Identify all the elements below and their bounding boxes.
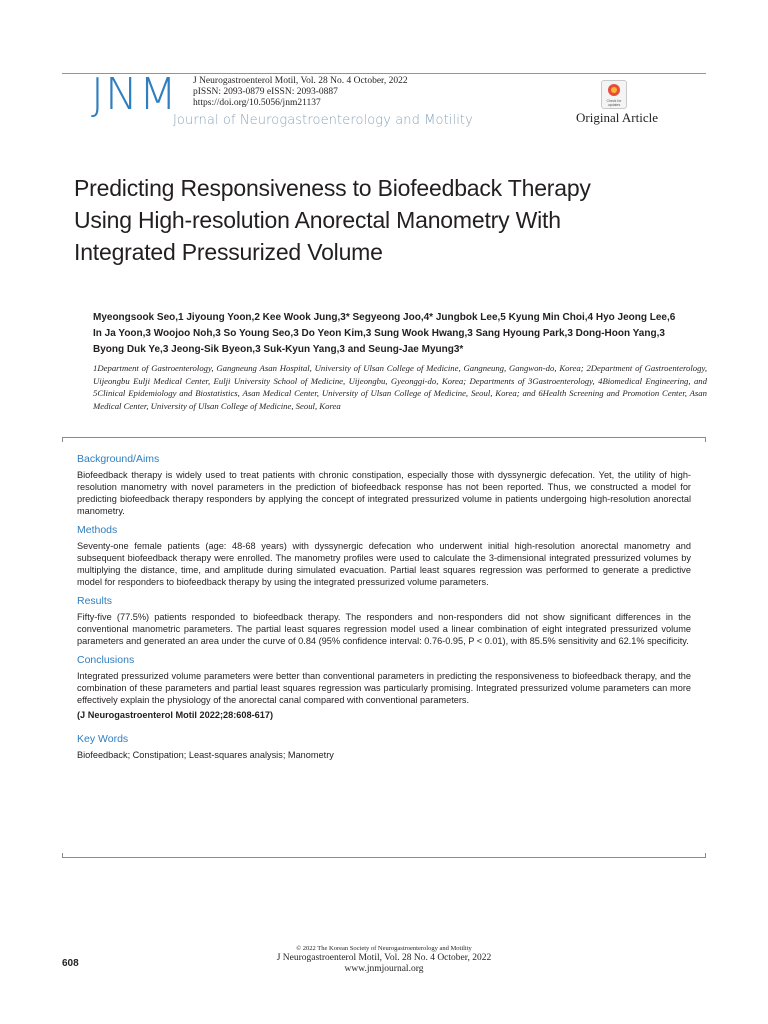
rule-tick	[62, 437, 63, 442]
methods-heading: Methods	[77, 524, 118, 536]
article-type: Original Article	[576, 110, 658, 125]
page-footer	[0, 944, 768, 975]
abstract-bottom-rule	[62, 857, 706, 858]
abstract	[77, 453, 691, 768]
author-line: Byong Duk Ye,3 Jeong-Sik Byeon,3 Suk-Kyun Yang,3 and Seung-Jae Myung3*	[93, 344, 464, 355]
keywords-text: Biofeedback; Constipation; Least-squares analysis; Manometry	[77, 750, 334, 760]
title-line: Predicting Responsiveness to Biofeedback Therapy	[74, 175, 591, 201]
journal-url[interactable]: www.jnmjournal.org	[344, 964, 424, 974]
abstract-top-rule	[62, 437, 706, 438]
footer-journal: J Neurogastroenterol Motil, Vol. 28 No. 4 October, 2022	[276, 953, 492, 963]
keywords-heading: Key Words	[77, 733, 129, 745]
check-for-updates-badge[interactable]	[601, 80, 627, 109]
journal-full-name: Journal of Neurogastroenterology and Motility	[173, 113, 473, 128]
conclusions-heading: Conclusions	[77, 654, 135, 666]
rule-tick	[705, 437, 706, 442]
citation: (J Neurogastroenterol Motil 2022;28:608-617)	[77, 710, 274, 720]
results-text: Fifty-five (77.5%) patients responded to biofeedback therapy. The responders and non-responders did not show significant differences in the conventional manometric parameters. The partial least squares regression model used a linear combination of eight integrated pressurized volume parameters and generated an area under the curve of 0.84 (95% confidence interval: 0.76-0.95, P < 0.01), with 85.5% sensitivity and 62.1% specificity.	[77, 612, 691, 646]
author-line: Myeongsook Seo,1 Jiyoung Yoon,2 Kee Wook Jung,3* Segyeong Joo,4* Jungbok Lee,5 Kyung Min Choi,4 Hyo Jeong Lee,6	[93, 312, 676, 323]
methods-text: Seventy-one female patients (age: 48-68 years) with dyssynergic defecation who underwent initial high-resolution anorectal manometry and subsequent biofeedback therapy were enrolled. The manometry profiles were used to calculate the 3-dimensional integrated pressurized volumes by multiplying the distance, time, and amplitude during simulated evacuation. Partial least squares regression was performed to generate a predictive model for responders to biofeedback therapy by using the integrated pressurized volume parameters.	[77, 541, 691, 587]
journal-logo: JNM	[91, 69, 178, 120]
journal-citation-line: J Neurogastroenterol Motil, Vol. 28 No. 4 October, 2022	[193, 76, 408, 86]
author-list	[93, 310, 693, 358]
rule-tick	[705, 853, 706, 858]
author-line: In Ja Yoon,3 Woojoo Noh,3 So Young Seo,3 Do Yeon Kim,3 Sung Wook Hwang,3 Sang Hyoung Park,3 Dong-Hoon Yang,3	[93, 328, 665, 339]
rule-tick	[62, 853, 63, 858]
issn-line: pISSN: 2093-0879 eISSN: 2093-0887	[193, 87, 338, 97]
title-line: Integrated Pressurized Volume	[74, 239, 383, 265]
title-line: Using High-resolution Anorectal Manometry With	[74, 207, 561, 233]
affiliations: 1Department of Gastroenterology, Gangneung Asan Hospital, University of Ulsan College of Medicine, Gangneung, Gangwon-do, Korea; 2Department of Gastroenterology, Uijeongbu Eulji Medical Center, Eulji University School of Medicine, Uijeongbu, Gyeonggi-do, Korea; Departments of 3Gastroenterology, 4Biomedical Engineering, and 5Clinical Epidemiology and Biostatistics, Asan Medical Center, University of Ulsan College of Medicine, Seoul, Korea; and 6Health Screening and Promotion Center, Asan Medical Center, University of Ulsan College of Medicine, Seoul, Korea	[93, 363, 707, 411]
doi-link[interactable]: https://doi.org/10.5056/jnm21137	[193, 98, 321, 108]
crossmark-icon	[608, 84, 620, 96]
article-title	[74, 172, 714, 268]
page-number: 608	[62, 958, 79, 969]
check-for-updates-label: Check for updates	[606, 99, 622, 107]
results-heading: Results	[77, 595, 113, 607]
background-heading: Background/Aims	[77, 453, 160, 465]
conclusions-text: Integrated pressurized volume parameters were better than conventional parameters in predicting the responsiveness to biofeedback therapy, and the combination of these parameters and partial least squares regression was particularly promising. Integrated pressurized volume parameters can more effectively explain the physiology of the anorectal canal compared with conventional parameters.	[77, 671, 691, 705]
copyright: © 2022 The Korean Society of Neurogastroenterology and Motility	[296, 945, 472, 952]
background-text: Biofeedback therapy is widely used to treat patients with chronic constipation, especially those with dyssynergic defecation. Yet, the utility of high-resolution manometry with novel parameters in the prediction of biofeedback response has not been reported. Thus, we constructed a model for predicting biofeedback therapy responders by applying the concept of integrated pressurized volume in patients undergoing high-resolution anorectal manometry.	[77, 470, 691, 516]
journal-meta	[193, 76, 408, 109]
